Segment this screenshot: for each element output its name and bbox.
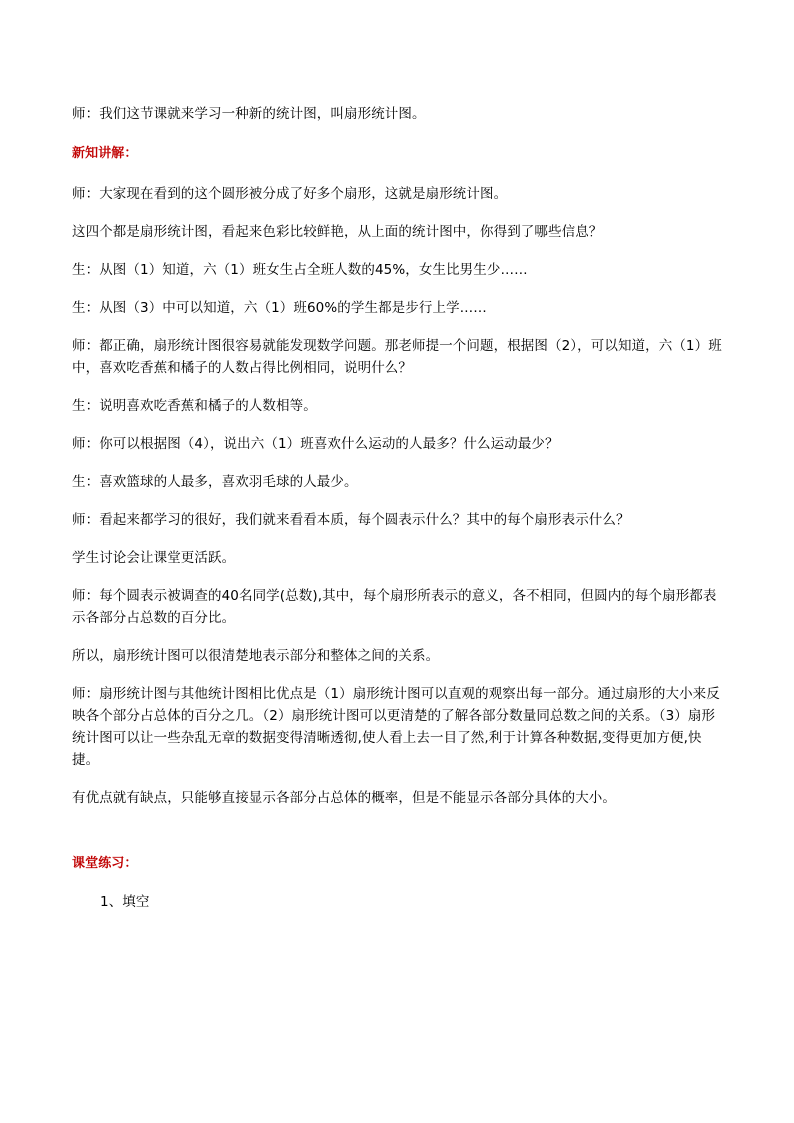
paragraph: 师：都正确，扇形统计图很容易就能发现数学问题。那老师提一个问题，根据图（2），可以知道，六（1）班中，喜欢吃香蕉和橘子的人数占得比例相同，说明什么？ <box>72 338 722 376</box>
document-body <box>72 103 724 913</box>
section-heading-practice: 课堂练习： <box>72 856 138 871</box>
paragraph: 学生讨论会让课堂更活跃。 <box>72 550 236 566</box>
paragraph: 师：大家现在看到的这个圆形被分成了好多个扇形，这就是扇形统计图。 <box>72 186 508 202</box>
paragraph: 师：扇形统计图与其他统计图相比优点是（1）扇形统计图可以直观的观察出每一部分。通过扇形的大小来反映各个部分占总体的百分之几。（2）扇形统计图可以更清楚的了解各部分数量同总数之间的关系。（3）扇形统计图可以让一些杂乱无章的数据变得清晰透彻,使人看上去一目了然,利于计算各种数据,变得更加方便,快捷。 <box>72 686 720 768</box>
paragraph: 师：每个圆表示被调查的40名同学(总数),其中，每个扇形所表示的意义，各不相同，但圆内的每个扇形都表示各部分占总数的百分比。 <box>72 588 717 626</box>
paragraph: 生：从图（3）中可以知道，六（1）班60%的学生都是步行上学…… <box>72 300 487 316</box>
paragraph: 这四个都是扇形统计图，看起来色彩比较鲜艳，从上面的统计图中，你得到了哪些信息？ <box>72 224 603 240</box>
paragraph: 所以，扇形统计图可以很清楚地表示部分和整体之间的关系。 <box>72 648 440 664</box>
intro-paragraph: 师：我们这节课就来学习一种新的统计图，叫扇形统计图。 <box>72 106 426 122</box>
paragraph: 有优点就有缺点，只能够直接显示各部分占总体的概率，但是不能显示各部分具体的大小。 <box>72 790 616 806</box>
paragraph: 生：说明喜欢吃香蕉和橘子的人数相等。 <box>72 398 317 414</box>
paragraph: 生：从图（1）知道，六（1）班女生占全班人数的45%，女生比男生少…… <box>72 262 528 278</box>
paragraph: 师：你可以根据图（4），说出六（1）班喜欢什么运动的人最多？什么运动最少？ <box>72 436 559 452</box>
paragraph: 生：喜欢篮球的人最多，喜欢羽毛球的人最少。 <box>72 474 358 490</box>
paragraph: 师：看起来都学习的很好，我们就来看看本质，每个圆表示什么？其中的每个扇形表示什么？ <box>72 512 630 528</box>
section-heading-new-knowledge: 新知讲解： <box>72 146 138 161</box>
practice-item: 1、填空 <box>100 894 150 910</box>
